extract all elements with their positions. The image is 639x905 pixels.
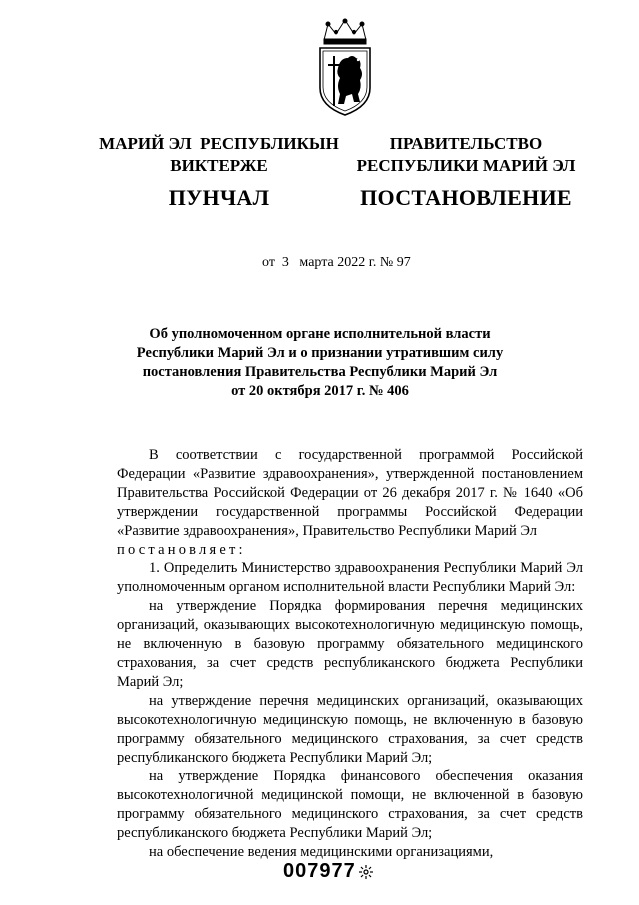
body-paragraph: на обеспечение ведения медицинскими организациями, [149, 844, 494, 861]
body-paragraph: на утверждение Порядка финансового обеспечения оказания высокотехнологичной медицинской помощи, не включенной в базовую программу обязательного медицинского страхования, за счет средств республиканского бюджета Республики Марий Эл; [117, 768, 583, 842]
title-line: Об уполномоченном органе исполнительной власти [149, 326, 491, 342]
coat-of-arms-mari-el-icon [314, 18, 376, 118]
title-line: от 20 октября 2017 г. № 406 [231, 383, 409, 399]
document-title [120, 325, 520, 401]
print-mark-icon [358, 864, 374, 880]
header-left-line1: МАРИЙ ЭЛ РЕСПУБЛИКЫН [99, 134, 339, 153]
title-line: постановления Правительства Республики Марий Эл [142, 364, 498, 380]
body-paragraph: на утверждение Порядка формирования перечня медицинских организаций, оказывающих высокотехнологичную медицинскую помощь, не включенную в базовую программу обязательного медицинского страхования, за счет средств республиканского бюджета Республики Марий Эл; [117, 598, 583, 690]
body-paragraph-item-1: 1. Определить Министерство здравоохранения Республики Марий Эл уполномоченным органом исполнительной власти Республики Марий Эл: [117, 560, 583, 596]
header-right-doc-type: ПОСТАНОВЛЕНИЕ [360, 185, 572, 210]
header-left-block [88, 133, 350, 211]
title-line: Республики Марий Эл и о признании утратившим силу [136, 345, 504, 361]
form-serial-number: 007977 [283, 860, 356, 882]
body-resolves-word: постановляет: [117, 541, 246, 558]
header-left-doc-type: ПУНЧАЛ [168, 185, 270, 210]
header-right-block [356, 133, 576, 211]
document-body [117, 446, 583, 862]
header-left-line2: ВИКТЕРЖЕ [170, 156, 268, 175]
header-right-line2: РЕСПУБЛИКИ МАРИЙ ЭЛ [356, 156, 576, 175]
body-paragraph-preamble: В соответствии с государственной программой Российской Федерации «Развитие здравоохранения», утвержденной постановлением Правительства Российской Федерации от 26 декабря 2017 г. № 1640 «Об утверждении государственной программы Российской Федерации «Развитие здравоохранения», Правительство Республики Марий Эл [117, 447, 583, 539]
document-date-number: от 3 марта 2022 г. № 97 [262, 255, 411, 270]
body-paragraph: на утверждение перечня медицинских организаций, оказывающих высокотехнологичную медицинскую помощь, не включенную в базовую программу обязательного медицинского страхования, за счет средств республиканского бюджета Республики Марий Эл; [117, 692, 583, 766]
header-right-line1: ПРАВИТЕЛЬСТВО [389, 134, 543, 153]
